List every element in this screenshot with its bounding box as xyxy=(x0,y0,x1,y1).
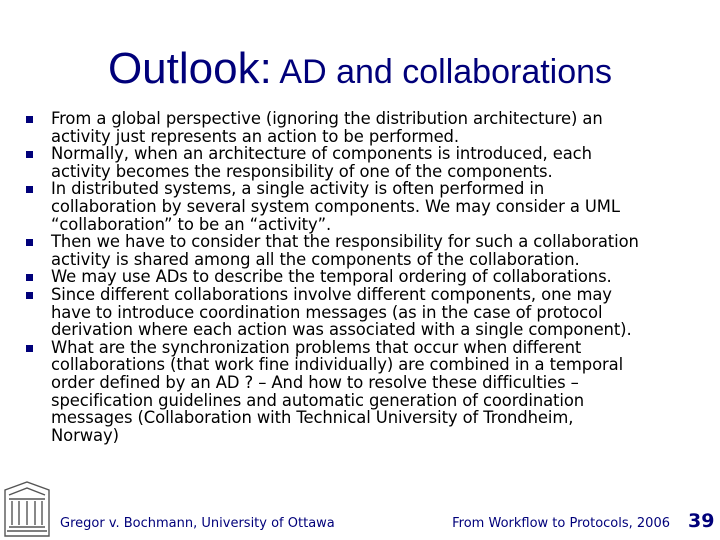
bullet-text: What are the synchronization problems that occur when different collaborations (that work fine individually) are combined in a temporal order defined by an AD ? – And how to resolve these difficulties – specification guidelines and automatic generation of coordination messages (Collaboration with Technical University of Trondheim, Norway) xyxy=(51,337,624,445)
university-logo-icon xyxy=(2,480,52,538)
bullet-marker-icon xyxy=(26,186,33,193)
slide-title-main: Outlook: xyxy=(107,44,272,93)
bullet-item xyxy=(26,268,706,286)
slide-title xyxy=(0,44,720,94)
bullet-text: We may use ADs to describe the temporal ordering of collaborations. xyxy=(51,267,612,287)
bullet-item xyxy=(26,233,706,268)
page-number: 39 xyxy=(688,510,715,532)
bullet-marker-icon xyxy=(26,292,33,299)
bullet-text: From a global perspective (ignoring the distribution architecture) an activity just represents an action to be performed. xyxy=(51,109,603,146)
bullet-list xyxy=(26,110,706,444)
bullet-text: Since different collaborations involve different components, one may have to introduce coordination messages (as in the case of protocol derivation where each action was associated with a single component). xyxy=(51,284,632,340)
bullet-item xyxy=(26,339,706,445)
bullet-item xyxy=(26,180,706,233)
bullet-marker-icon xyxy=(26,239,33,246)
bullet-text: Then we have to consider that the responsibility for such a collaboration activity is shared among all the components of the collaboration. xyxy=(51,232,639,269)
bullet-marker-icon xyxy=(26,274,33,281)
slide-title-sub: AD and collaborations xyxy=(271,53,613,91)
bullet-text: Normally, when an architecture of components is introduced, each activity becomes the responsibility of one of the components. xyxy=(51,144,592,181)
bullet-item xyxy=(26,145,706,180)
footer-author: Gregor v. Bochmann, University of Ottawa xyxy=(60,516,335,531)
bullet-item xyxy=(26,110,706,145)
footer-course: From Workflow to Protocols, 2006 xyxy=(452,516,670,531)
bullet-marker-icon xyxy=(26,151,33,158)
bullet-marker-icon xyxy=(26,345,33,352)
bullet-marker-icon xyxy=(26,116,33,123)
bullet-item xyxy=(26,286,706,339)
bullet-text: In distributed systems, a single activity is often performed in collaboration by several system components. We may consider a UML “collaboration” to be an “activity”. xyxy=(51,179,620,234)
